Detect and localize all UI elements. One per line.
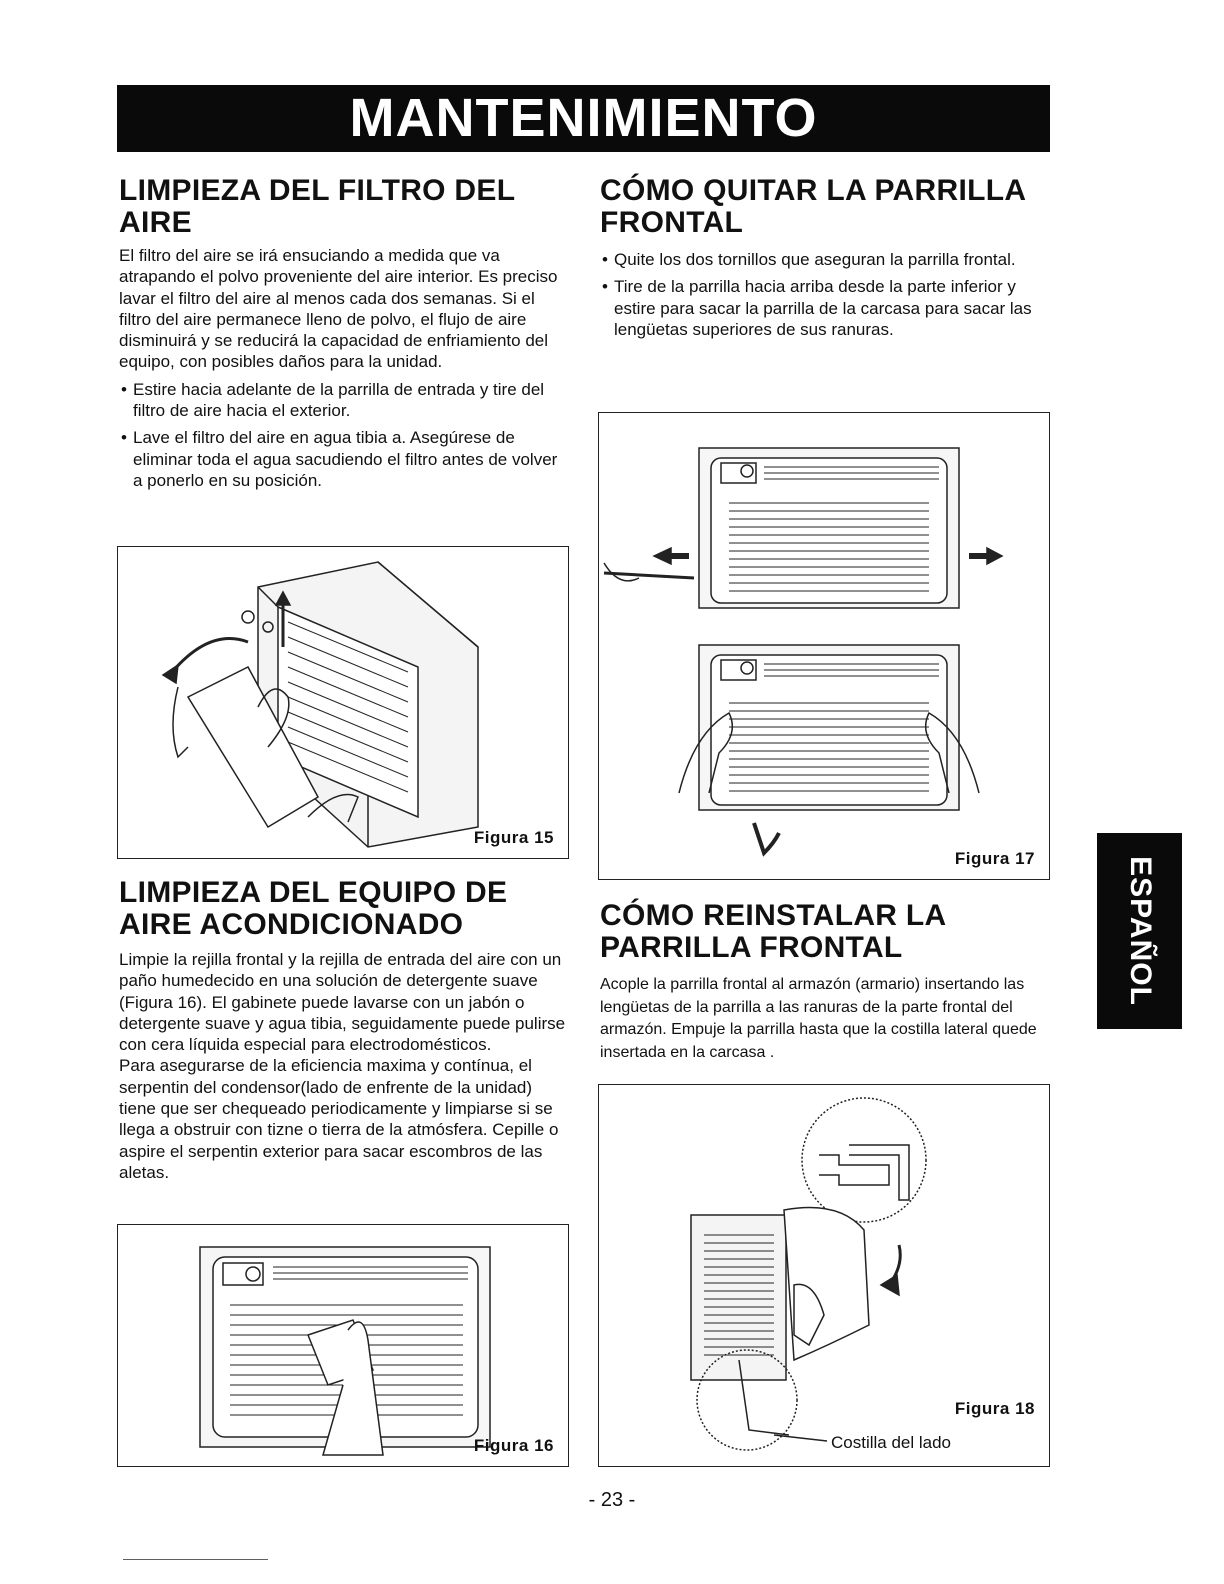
page-number: - 23 - bbox=[588, 1489, 636, 1511]
paragraph: Para asegurarse de la eficiencia maxima y contínua, el serpentin del condensor(lado de enfrente de la unidad) tiene que ser chequeado periodicamente y limpiarse si se llega a obstruir con tizne o tierra de la atmósfera. Cepille o aspire el serpentin exterior para sacar escombros de las aletas. bbox=[119, 1056, 559, 1182]
title-line: FRONTAL bbox=[600, 206, 744, 239]
figure-label: Figura 16 bbox=[473, 1436, 554, 1455]
grille-removal-illustration bbox=[599, 413, 1049, 879]
section-title bbox=[119, 175, 569, 239]
title-line: AIRE bbox=[119, 206, 192, 239]
language-tab bbox=[1097, 833, 1182, 1029]
list-item: • Estire hacia adelante de la parrilla de entrada y tire del filtro de aire hacia el exterior. bbox=[121, 379, 545, 421]
bullet-list bbox=[600, 249, 1050, 340]
title-line: LIMPIEZA DEL FILTRO DEL bbox=[119, 174, 516, 207]
list-item: • Lave el filtro del aire en agua tibia a. Asegúrese de eliminar toda el agua sacudiendo el filtro antes de volver a ponerlo en su posición. bbox=[121, 428, 558, 490]
section-banner bbox=[117, 85, 1050, 152]
section-unit-cleaning bbox=[119, 877, 569, 1183]
figure-label: Figura 15 bbox=[473, 828, 554, 847]
ac-front-cleaning-illustration bbox=[118, 1225, 568, 1466]
paragraph: Limpie la rejilla frontal y la rejilla de entrada del aire con un paño humedecido en una solución de detergente suave (Figura 16). El gabinete puede lavarse con un jabón o detergente suave y agua tibia, seguidamente puede pulirse con cera líquida especial para electrodomésticos. bbox=[119, 950, 566, 1055]
title-line: CÓMO QUITAR LA PARRILLA bbox=[600, 174, 1027, 207]
footer-rule bbox=[123, 1559, 268, 1560]
list-item: • Quite los dos tornillos que aseguran la parrilla frontal. bbox=[602, 250, 1016, 269]
language-tab-label: ESPAÑOL bbox=[1123, 856, 1157, 1006]
title-line: LIMPIEZA DEL EQUIPO DE bbox=[119, 876, 508, 909]
section-title bbox=[600, 900, 1050, 964]
section-title bbox=[600, 175, 1050, 239]
bullet-list bbox=[119, 379, 569, 491]
title-line: PARRILLA FRONTAL bbox=[600, 931, 903, 964]
figure-15 bbox=[117, 546, 569, 859]
paragraph: El filtro del aire se irá ensuciando a medida que va atrapando el polvo proveniente del aire interior. Es preciso lavar el filtro del aire al menos cada dos semanas. Si el filtro del aire permanece lleno de polvo, el flujo de aire disminuirá y se reducirá la capacidad de enfriamiento del equipo, con posibles daños para la unidad. bbox=[119, 246, 558, 372]
figure-label: Figura 18 bbox=[954, 1399, 1035, 1418]
ac-filter-illustration bbox=[118, 547, 568, 858]
banner-title: MANTENIMIENTO bbox=[349, 88, 818, 148]
section-reinstall-grille bbox=[600, 900, 1050, 1064]
paragraph: Acople la parrilla frontal al armazón (armario) insertando las lengüetas de la parrilla a las ranuras de la parte frontal del armazón. Empuje la parrilla hasta que la costilla lateral quede insertada en la carcasa . bbox=[600, 976, 1037, 1061]
figure-18 bbox=[598, 1084, 1050, 1467]
section-remove-grille bbox=[600, 175, 1050, 346]
title-line: CÓMO REINSTALAR LA bbox=[600, 899, 947, 932]
callout-label: Costilla del lado bbox=[831, 1433, 952, 1452]
figure-17 bbox=[598, 412, 1050, 880]
title-line: AIRE ACONDICIONADO bbox=[119, 908, 464, 941]
section-air-filter bbox=[119, 175, 569, 497]
figure-16 bbox=[117, 1224, 569, 1467]
figure-label: Figura 17 bbox=[954, 849, 1035, 868]
list-item: • Tire de la parrilla hacia arriba desde la parte inferior y estire para sacar la parrilla de la carcasa para sacar las lengüetas superiores de sus ranuras. bbox=[602, 277, 1032, 339]
section-title bbox=[119, 877, 569, 941]
